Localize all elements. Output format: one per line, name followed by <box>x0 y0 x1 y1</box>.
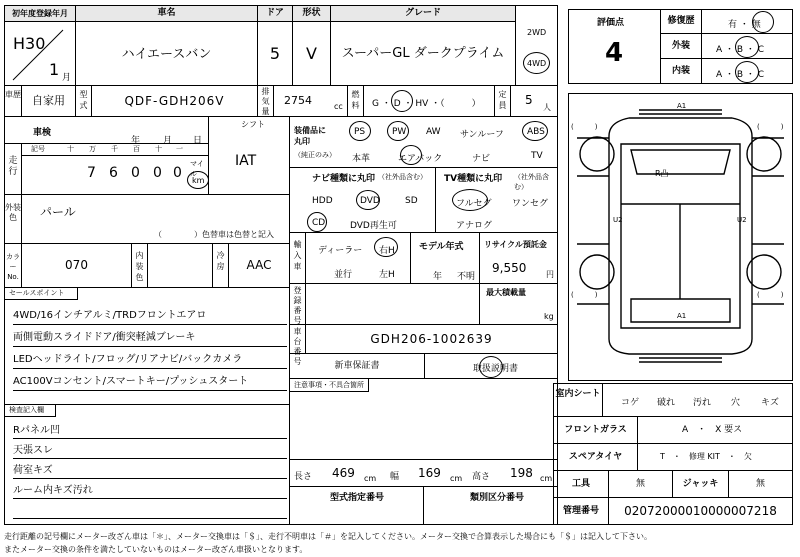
sales-points <box>4 287 290 405</box>
navi-dvd: DVD <box>360 196 380 206</box>
cap-cell <box>510 85 558 117</box>
equip-pw: PW <box>392 127 407 137</box>
sales-point-4: AC100Vコンセント/スマートキー/プッシュスタート <box>13 372 287 391</box>
abs-circle <box>522 121 548 141</box>
equip-ps: PS <box>354 127 366 137</box>
tv-cell <box>435 167 558 233</box>
repair-none-circle <box>752 11 774 33</box>
km-circle <box>187 171 209 189</box>
sales-point-1: 4WD/16インチアルミ/TRDフロントエアロ <box>13 306 287 325</box>
odometer-label: 走行 <box>4 143 22 195</box>
drive-4wd: 4WD <box>527 59 547 68</box>
tools-label: 工具 <box>553 470 609 498</box>
sales-points-label: セールスポイント <box>5 288 78 300</box>
equip-abs: ABS <box>527 127 545 137</box>
odo-digit-1: 7 <box>87 165 96 181</box>
pw-circle <box>387 121 409 141</box>
inspection-row <box>4 116 209 144</box>
odo-unit-4: 百 <box>133 145 140 153</box>
tools-value: 無 <box>608 470 673 498</box>
length-value: 469 <box>332 466 355 480</box>
dims-row <box>289 459 558 487</box>
width-cm: cm <box>450 474 463 483</box>
drive-4wd-circle <box>523 52 550 74</box>
capacity: 5 <box>525 93 533 107</box>
max-load-cell <box>479 283 558 325</box>
diagram-a1-bottom: A1 <box>677 312 687 320</box>
dvd-circle <box>356 190 380 210</box>
car-outline <box>569 94 792 380</box>
odo-unit-6: 一 <box>176 145 183 153</box>
inspection-day: 日 <box>193 136 203 146</box>
equip-aw: AW <box>426 127 441 137</box>
inspector-note-3: 荷室キズ <box>13 461 287 479</box>
car-name: ハイエースバン <box>121 47 212 62</box>
length-label: 長さ <box>294 472 313 482</box>
sales-point-2: 両側電動スライドドア/衝突軽減ブレーキ <box>13 328 287 347</box>
name-label: 車名 <box>75 5 258 22</box>
height-cm: cm <box>540 474 553 483</box>
int-cell <box>701 58 793 84</box>
model-year-cell <box>410 232 480 284</box>
repair-options: 有 ・ 無 <box>728 20 761 30</box>
equipment-label: 装備品に丸印 <box>294 126 326 146</box>
fuel-d-circle <box>391 90 413 112</box>
odo-unit-1: 十 <box>67 145 74 153</box>
ac-value: AAC <box>228 243 290 288</box>
jack-label: ジャッキ <box>672 470 729 498</box>
odo-digit-3: 0 <box>131 165 140 181</box>
recycle-label: リサイクル預託金 <box>484 240 547 249</box>
ext-label: 外装 <box>660 33 702 59</box>
equipment-sub: （純正のみ） <box>294 151 336 159</box>
shape-value: V <box>292 21 331 86</box>
color-note: （ ）色替車は色替と記入 <box>154 230 274 239</box>
usage-value: 自家用 <box>21 85 76 117</box>
diagram-u2-left: U2 <box>613 216 623 224</box>
odo-unit-2: 万 <box>89 145 96 153</box>
warranty-manual: 取扱説明書 <box>473 364 519 374</box>
diagram-r-dent: R凸 <box>655 169 669 178</box>
cc-unit: cc <box>334 102 343 111</box>
inspector-notes <box>4 404 290 525</box>
tv-sub: （社外品含む） <box>514 173 549 191</box>
score-value: 4 <box>605 38 624 68</box>
navi-hdd: HDD <box>312 196 333 206</box>
equipment-cell <box>289 116 558 168</box>
notes-label: 注意事項・不具合箇所 <box>290 379 369 392</box>
shift-value: IAT <box>235 153 257 169</box>
reg-label: 登録番号 <box>289 283 306 325</box>
usage-label: 車歴 <box>4 85 22 117</box>
inspector-note-2: 天張スレ <box>13 441 287 459</box>
chassis-label: 車台番号 <box>289 324 306 354</box>
warranty-manual-cell <box>424 353 558 379</box>
equip-sunroof: サンルーフ <box>460 130 504 140</box>
import-label: 輸入車 <box>289 232 306 284</box>
mgmt-label: 管理番号 <box>553 497 609 525</box>
diagram-u2-right: U2 <box>737 216 747 224</box>
model-value: QDF-GDH206V <box>91 85 258 117</box>
door-label: ドア <box>257 5 293 22</box>
int-label: 内装 <box>660 58 702 84</box>
import-right: 右H <box>379 246 395 256</box>
spare-value: T ・ 修理 KIT ・ 欠 <box>637 443 793 471</box>
diagram-paren-lt: ( ) <box>571 123 598 131</box>
odometer-grid <box>21 143 209 195</box>
odo-unit-0: 記号 <box>31 145 45 153</box>
equip-navi: ナビ <box>472 154 491 164</box>
color-no-value: 070 <box>21 243 132 288</box>
odo-digit-5: 0 <box>173 165 182 181</box>
diagram-paren-lb: ( ) <box>571 291 598 299</box>
odo-unit-5: 十 <box>155 145 162 153</box>
color-value: パール <box>40 205 76 219</box>
fuel-options: G ・ D ・ HV ・（ ） <box>372 99 481 109</box>
max-load-label: 最大積載量 <box>486 288 526 297</box>
type-no-label: 型式指定番号 <box>330 493 385 503</box>
cd-circle <box>307 212 327 232</box>
disp-label: 排気量 <box>257 85 274 117</box>
interior-color-label: 内装色 <box>131 243 148 288</box>
color-label: 外装色 <box>4 194 22 244</box>
equip-tv: TV <box>531 151 543 161</box>
year-label: 初年度登録年月 <box>4 5 76 22</box>
car-diagram <box>568 93 793 381</box>
width-value: 169 <box>418 466 441 480</box>
ac-label: 冷房 <box>212 243 229 288</box>
navi-dvd-play: DVD再生可 <box>350 221 397 231</box>
sales-point-3: LEDヘッドライト/フロッグ/リアナビ/バックカメラ <box>13 350 287 369</box>
seat-tear: 破れ <box>657 398 676 408</box>
model-year-label: モデル年式 <box>419 242 464 252</box>
shape-label: 形状 <box>292 5 331 22</box>
ext-options: A ・ B ・ C <box>716 45 765 55</box>
glass-value: A ・ X 要ス <box>637 416 793 444</box>
type-no-cell <box>289 486 424 525</box>
odo-km: km <box>192 176 205 185</box>
inspection-month: 月 <box>163 136 173 146</box>
drive-cell <box>515 5 558 86</box>
navi-sub: （社外品含む） <box>378 173 427 181</box>
odo-mile: マイル <box>190 160 204 178</box>
shift-cell <box>208 116 290 195</box>
fuel-cell <box>363 85 495 117</box>
model-year-year: 年 <box>433 272 443 282</box>
grade-value: スーパーGL ダークプライム <box>341 46 505 61</box>
seat-burn: コゲ <box>621 398 640 408</box>
grade-cell <box>330 21 516 86</box>
class-no-label: 類別区分番号 <box>470 493 525 503</box>
year-era: H30 <box>13 34 46 53</box>
recycle-value: 9,550 <box>492 261 527 275</box>
ext-b-circle <box>735 36 759 58</box>
footer-line-2: またメーター交換の条件を満たしていないものはメーター改ざん車扱いとなります。 <box>4 545 308 554</box>
glass-label: フロントガラス <box>553 416 638 444</box>
inspection-year: 年 <box>131 136 141 146</box>
car-name-cell <box>75 21 258 86</box>
footer-line-1: 走行距離の記号欄にメーター改ざん車は「＊」、メーター交換車は「＄」、走行不明車は「＃」を記入してください。メーター交換で合算表示した場合にも「＄」は記入して下さい。 <box>4 532 652 541</box>
color-no-label: カラーNo. <box>4 243 22 288</box>
year-cell <box>4 21 76 86</box>
inspection-label: 車検 <box>33 128 52 138</box>
navi-cell <box>289 167 436 233</box>
score-label: 評価点 <box>597 18 625 28</box>
odo-digit-2: 6 <box>109 165 118 181</box>
person-unit: 人 <box>543 103 551 112</box>
diagram-paren-rb: ( ) <box>757 291 784 299</box>
airbag-circle <box>400 145 422 165</box>
repair-label: 修復歴 <box>660 9 702 34</box>
ext-cell <box>701 33 793 59</box>
spare-label: スペアタイヤ <box>553 443 638 471</box>
recycle-yen: 円 <box>546 270 554 279</box>
fullseg-circle <box>452 189 488 211</box>
equip-leather: 本革 <box>352 154 371 164</box>
manual-circle <box>479 356 503 378</box>
door-count: 5 <box>257 21 293 86</box>
jack-value: 無 <box>728 470 793 498</box>
tv-analog: アナログ <box>456 221 493 231</box>
recycle-cell <box>479 232 558 284</box>
import-parallel: 並行 <box>334 270 353 280</box>
year-month: 1 <box>49 60 60 79</box>
grade-label: グレード <box>330 5 516 22</box>
width-label: 幅 <box>390 472 400 482</box>
interior-seat-cell <box>602 383 793 417</box>
int-b-circle <box>735 61 759 83</box>
class-no-cell <box>423 486 558 525</box>
import-left: 左H <box>379 270 395 280</box>
inspector-label: 検査記入欄 <box>5 405 56 417</box>
chassis-value: GDH206-1002639 <box>305 324 558 354</box>
right-h-circle <box>374 237 398 257</box>
interior-seat-label: 室内シート <box>553 383 603 417</box>
color-cell <box>21 194 290 244</box>
mgmt-value: 02072000010000007218 <box>608 497 793 525</box>
displacement: 2754 <box>284 94 312 107</box>
odo-digit-4: 0 <box>153 165 162 181</box>
seat-hole: 穴 <box>731 398 741 408</box>
notes-cell <box>289 378 558 460</box>
import-cell <box>305 232 411 284</box>
disp-cell <box>273 85 348 117</box>
tv-oneseg: ワンセグ <box>512 199 549 209</box>
import-dealer: ディーラー <box>318 246 363 256</box>
model-label: 型式 <box>75 85 92 117</box>
ps-circle <box>349 121 371 141</box>
interior-color-value <box>147 243 213 288</box>
diagram-paren-rt: ( ) <box>757 123 784 131</box>
drive-2wd: 2WD <box>527 28 547 37</box>
height-value: 198 <box>510 466 533 480</box>
month-unit: 月 <box>62 73 72 83</box>
int-options: A ・ B ・ C <box>716 70 765 80</box>
navi-cd: CD <box>312 218 326 228</box>
tv-label: TV種類に丸印 <box>444 174 503 184</box>
navi-label: ナビ種類に丸印 <box>312 174 376 184</box>
equip-airbag: エアバック <box>398 154 443 164</box>
fuel-label: 燃料 <box>347 85 364 117</box>
inspector-note-4: ルーム内キズ汚れ <box>13 481 287 499</box>
inspector-note-1: Rパネル凹 <box>13 421 287 439</box>
max-load-kg: kg <box>544 312 554 321</box>
seat-scratch: キズ <box>761 398 779 408</box>
cap-label: 定員 <box>494 85 511 117</box>
length-cm: cm <box>364 474 377 483</box>
height-label: 高さ <box>472 472 491 482</box>
diagram-a1-top: A1 <box>677 102 687 110</box>
reg-cell <box>305 283 480 325</box>
warranty-new: 新車保証書 <box>289 353 425 379</box>
seat-stain: 汚れ <box>693 398 712 408</box>
tv-fullseg: フルセグ <box>456 199 492 209</box>
model-year-unknown: 不明 <box>457 272 476 282</box>
shift-label: シフト <box>241 120 265 129</box>
navi-sd: SD <box>405 196 418 206</box>
odo-unit-3: 千 <box>111 145 118 153</box>
score-box <box>568 9 661 84</box>
repair-cell <box>701 9 793 34</box>
